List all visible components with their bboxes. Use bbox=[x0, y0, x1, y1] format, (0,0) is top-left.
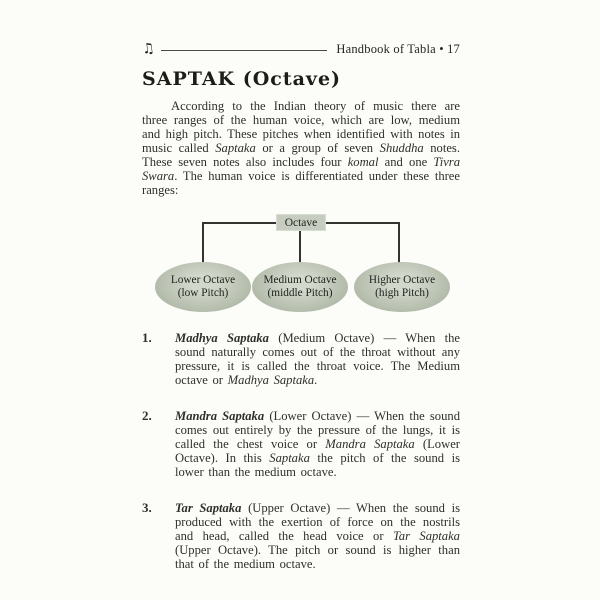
list-item bbox=[142, 331, 460, 387]
music-note-icon: ♫ bbox=[140, 40, 156, 58]
list-item bbox=[142, 501, 460, 571]
node-label: Medium Octave bbox=[263, 273, 337, 286]
octave-diagram bbox=[142, 209, 460, 317]
list-item-text: Madhya Saptaka (Medium Octave) — When the sound naturally comes out of the throat without any pressure, it is called the throat voice. The Medium octave or Madhya Saptaka. bbox=[175, 331, 460, 387]
list-item-text: Mandra Saptaka (Lower Octave) — When the sound comes out entirely by the pressure of the lungs, it is called the chest voice or Mandra Saptaka (Lower Octave). In this Saptaka the pitch of the sound is lower than the medium octave. bbox=[175, 409, 460, 479]
header-rule bbox=[161, 50, 328, 51]
node-medium-octave bbox=[252, 262, 348, 312]
list-item-number: 2. bbox=[142, 408, 152, 423]
list-item-text: Tar Saptaka (Upper Octave) — When the sound is produced with the exertion of force on the nostrils and head, called the head voice or Tar Saptaka (Upper Octave). The pitch or sound is higher than that of the medium octave. bbox=[175, 501, 460, 571]
saptaka-list bbox=[142, 331, 460, 571]
list-item-number: 1. bbox=[142, 330, 152, 345]
connector-line-left bbox=[202, 222, 204, 267]
node-label: Lower Octave bbox=[170, 273, 236, 286]
page-header bbox=[142, 40, 460, 58]
node-sublabel: (middle Pitch) bbox=[267, 287, 333, 299]
list-item-number: 3. bbox=[142, 500, 152, 515]
node-label: Higher Octave bbox=[368, 273, 436, 286]
connector-line-right bbox=[398, 222, 400, 267]
header-title: Handbook of Tabla • 17 bbox=[336, 41, 460, 56]
node-higher-octave bbox=[354, 262, 450, 312]
node-lower-octave bbox=[155, 262, 251, 312]
page-title: SAPTAK (Octave) bbox=[142, 68, 342, 90]
node-sublabel: (low Pitch) bbox=[177, 287, 229, 299]
list-item bbox=[142, 409, 460, 479]
diagram-root-octave: Octave bbox=[276, 214, 326, 231]
node-sublabel: (high Pitch) bbox=[375, 287, 429, 299]
book-page bbox=[142, 40, 460, 593]
intro-paragraph: According to the Indian theory of music there are three ranges of the human voice, which are low, medium and high pitch. These pitches when identified with notes in music called Saptaka or a group of seven Shuddha notes. These seven notes also includes four komal and one Tivra Swara. The human voice is differentiated under these three ranges: bbox=[142, 99, 460, 197]
